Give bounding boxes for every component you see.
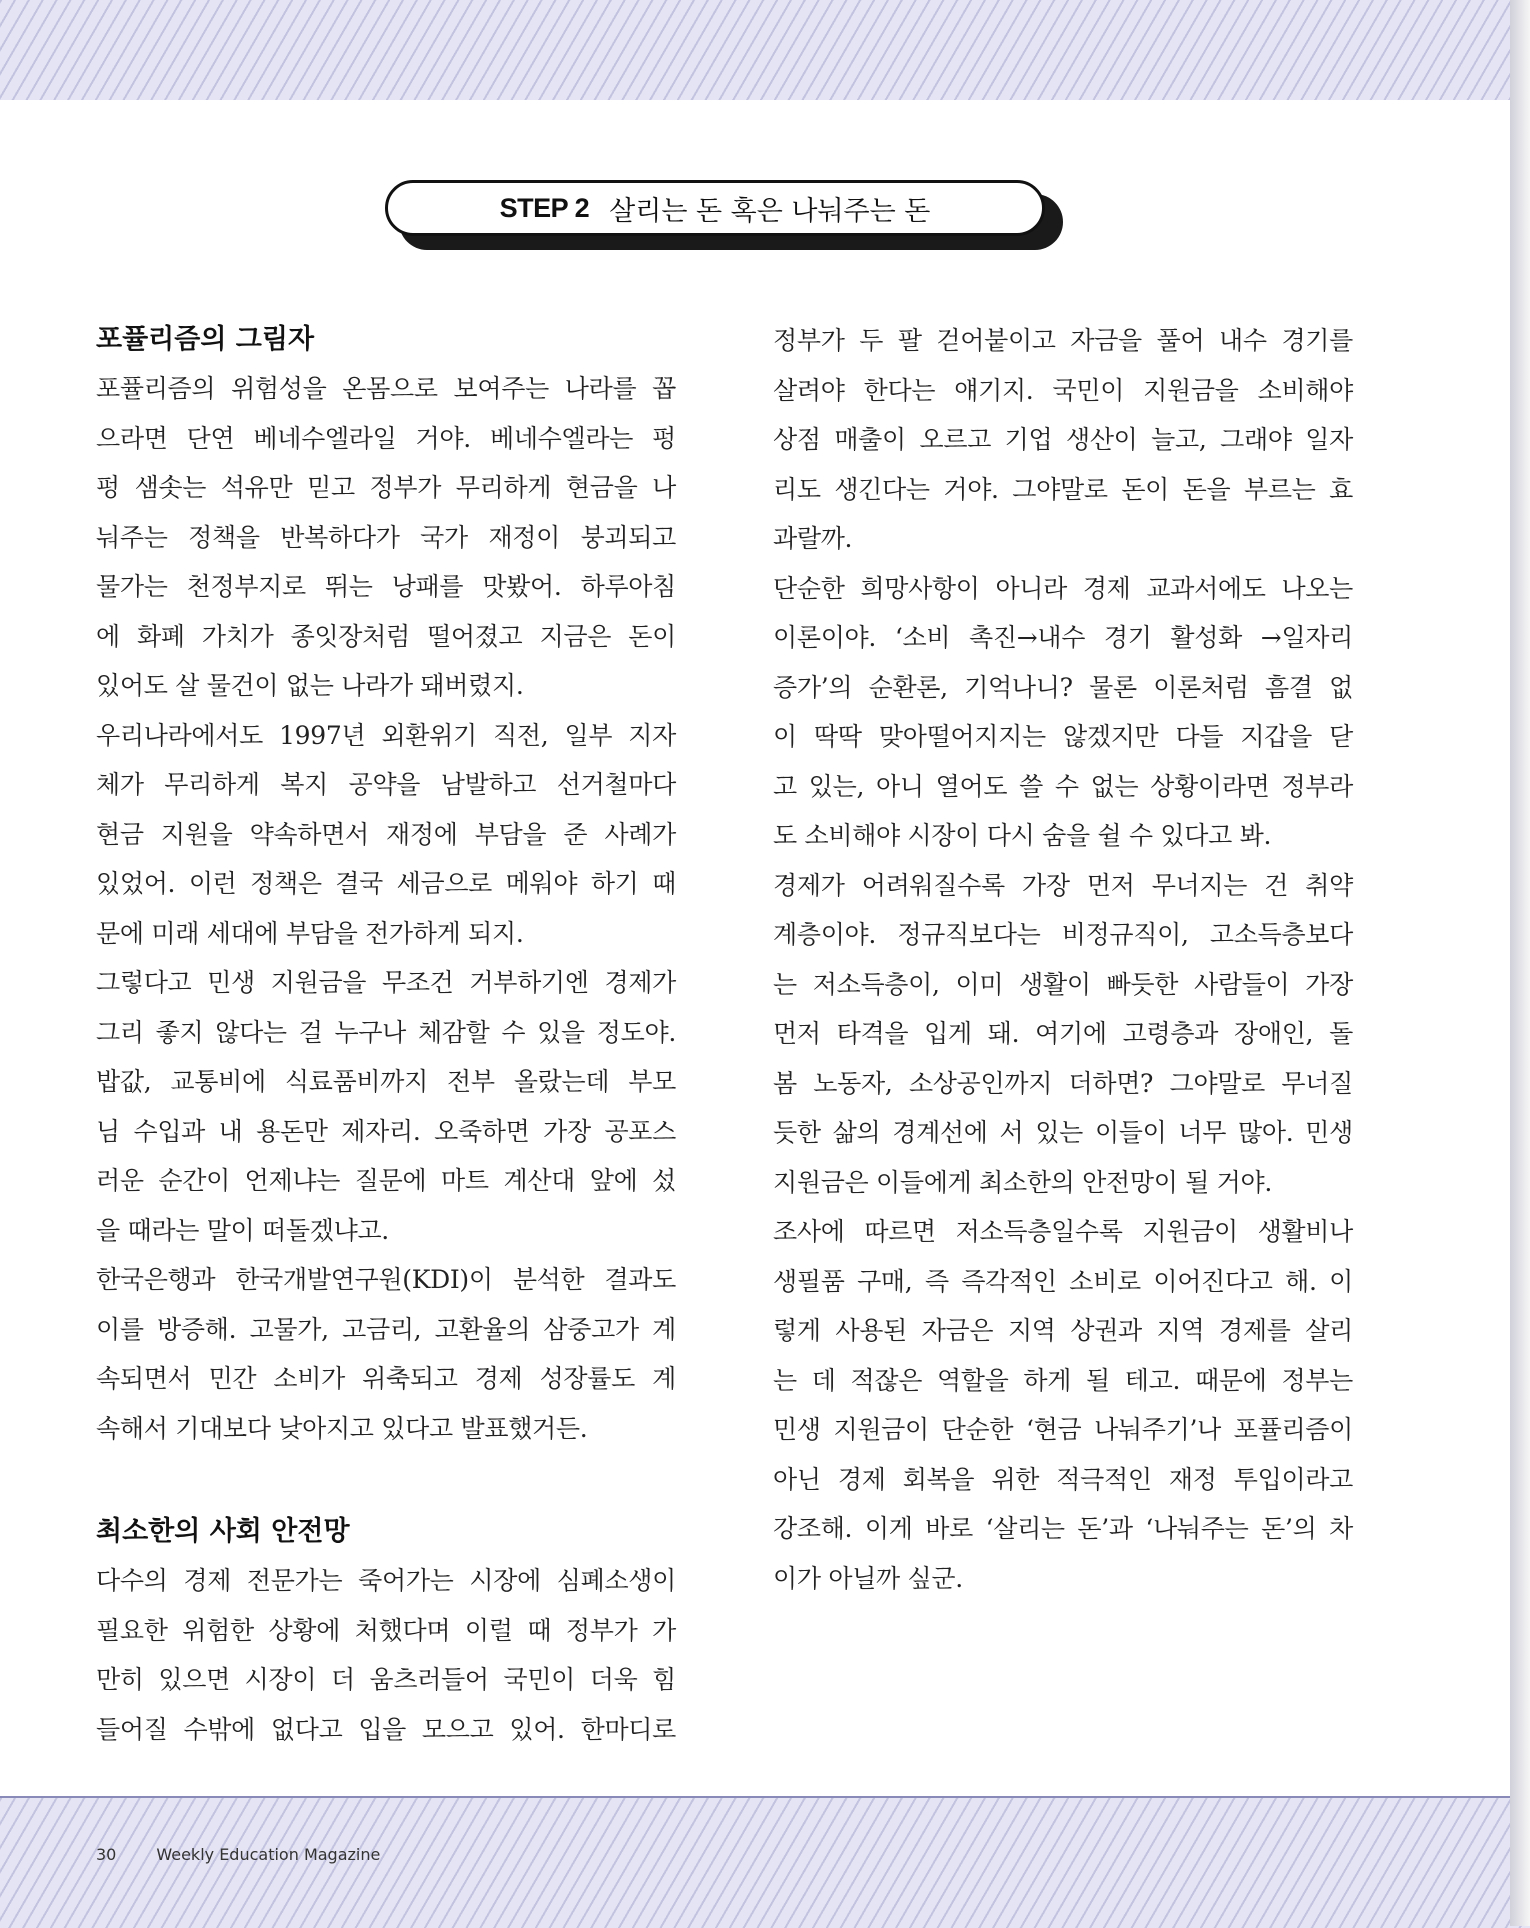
section-gap [96, 1453, 676, 1508]
text-line: 살려야 한다는 얘기지. 국민이 지원금을 소비해야 [773, 375, 1353, 405]
text-line: 만히 있으면 시장이 더 움츠러들어 국민이 더욱 힘 [96, 1665, 676, 1694]
text-line: 물가는 천정부지로 뛰는 낭패를 맛봤어. 하루아침 [96, 572, 676, 601]
text-line: 러운 순간이 언제냐는 질문에 마트 계산대 앞에 섰 [96, 1166, 676, 1195]
text-line: 는 데 적잖은 역할을 하게 될 테고. 때문에 정부는 [773, 1365, 1353, 1395]
text-line: 상점 매출이 오르고 기업 생산이 늘고, 그래야 일자 [773, 425, 1353, 454]
text-line: 한국은행과 한국개발연구원(KDI)이 분석한 결과도 [96, 1265, 676, 1294]
text-line: 증가’의 순환론, 기억나니? 물론 이론처럼 흠결 없 [773, 672, 1353, 702]
text-line: 현금 지원을 약속하면서 재정에 부담을 준 사례가 [96, 819, 676, 849]
text-line: 있었어. 이런 정책은 결국 세금으로 메워야 하기 때 [96, 869, 676, 898]
text-line: 는 저소득층이, 이미 생활이 빠듯한 사람들이 가장 [773, 969, 1353, 999]
text-line: 이를 방증해. 고물가, 고금리, 고환율의 삼중고가 계 [96, 1314, 676, 1344]
section-heading-populism: 포퓰리즘의 그림자 [96, 324, 315, 355]
text-line: 밥값, 교통비에 식료품비까지 전부 올랐는데 부모 [96, 1067, 676, 1096]
text-line: 단순한 희망사항이 아니라 경제 교과서에도 나오는 [773, 573, 1353, 603]
text-line: 속되면서 민간 소비가 위축되고 경제 성장률도 계 [96, 1364, 676, 1393]
text-line: 을 때라는 말이 떠돌겠냐고. [96, 1215, 389, 1245]
text-line: 민생 지원금이 단순한 ‘현금 나눠주기’나 포퓰리즘이 [773, 1415, 1353, 1444]
text-line: 이가 아닐까 싶군. [773, 1563, 963, 1593]
page-number: 30 [96, 1845, 117, 1864]
text-line: 들어질 수밖에 없다고 입을 모으고 있어. 한마디로 [96, 1714, 676, 1744]
text-line: 펑 샘솟는 석유만 믿고 정부가 무리하게 현금을 나 [96, 473, 676, 502]
text-line: 필요한 위험한 상황에 처했다며 이럴 때 정부가 가 [96, 1615, 676, 1645]
text-line: 포퓰리즘의 위험성을 온몸으로 보여주는 나라를 꼽 [96, 374, 676, 403]
text-line: 아닌 경제 회복을 위한 적극적인 재정 투입이라고 [773, 1464, 1353, 1494]
step-banner [385, 180, 1065, 252]
text-line: 리도 생긴다는 거야. 그야말로 돈이 돈을 부르는 효 [773, 474, 1353, 504]
text-line: 봄 노동자, 소상공인까지 더하면? 그야말로 무너질 [773, 1068, 1353, 1098]
text-line: 먼저 타격을 입게 돼. 여기에 고령층과 장애인, 돌 [773, 1019, 1353, 1048]
text-line: 계층이야. 정규직보다는 비정규직이, 고소득층보다 [773, 920, 1353, 949]
page-edge [1510, 0, 1530, 1926]
text-line: 정부가 두 팔 걷어붙이고 자금을 풀어 내수 경기를 [773, 326, 1353, 355]
text-line: 우리나라에서도 1997년 외환위기 직전, 일부 지자 [96, 720, 676, 750]
text-line: 고 있는, 아니 열어도 쓸 수 없는 상황이라면 정부라 [773, 771, 1353, 801]
top-stripe-band [0, 0, 1530, 102]
text-line: 다수의 경제 전문가는 죽어가는 시장에 심폐소생이 [96, 1566, 676, 1595]
magazine-name: Weekly Education Magazine [156, 1845, 381, 1864]
text-line: 생필품 구매, 즉 즉각적인 소비로 이어진다고 해. 이 [773, 1266, 1353, 1296]
text-line: 체가 무리하게 복지 공약을 남발하고 선거철마다 [96, 770, 676, 799]
text-line: 조사에 따르면 저소득층일수록 지원금이 생활비나 [773, 1217, 1353, 1246]
text-line: 속해서 기대보다 낮아지고 있다고 발표했거든. [96, 1413, 588, 1443]
text-line: 님 수입과 내 용돈만 제자리. 오죽하면 가장 공포스 [96, 1116, 676, 1146]
text-line: 이 딱딱 맞아떨어지지는 않겠지만 다들 지갑을 닫 [773, 722, 1353, 751]
text-line: 으라면 단연 베네수엘라일 거야. 베네수엘라는 펑 [96, 423, 676, 453]
text-line: 과랄까. [773, 524, 853, 553]
text-line: 에 화폐 가치가 종잇장처럼 떨어졌고 지금은 돈이 [96, 621, 676, 651]
text-line: 강조해. 이게 바로 ‘살리는 돈’과 ‘나눠주는 돈’의 차 [773, 1514, 1353, 1543]
step-title: 살리는 돈 혹은 나눠주는 돈 [609, 195, 931, 227]
text-line: 듯한 삶의 경계선에 서 있는 이들이 너무 많아. 민생 [773, 1118, 1353, 1147]
text-line: 그리 좋지 않다는 걸 누구나 체감할 수 있을 정도야. [96, 1017, 676, 1047]
populism-paragraphs [96, 364, 676, 1453]
text-line: 있어도 살 물건이 없는 나라가 돼버렸지. [96, 671, 524, 700]
text-line: 도 소비해야 시장이 다시 숨을 쉴 수 있다고 봐. [773, 821, 1272, 850]
text-line: 그렇다고 민생 지원금을 무조건 거부하기엔 경제가 [96, 968, 676, 997]
text-line: 문에 미래 세대에 부담을 전가하게 되지. [96, 918, 524, 948]
text-line: 지원금은 이들에게 최소한의 안전망이 될 거야. [773, 1167, 1273, 1197]
step-label: STEP 2 [499, 192, 590, 223]
text-line: 렇게 사용된 자금은 지역 상권과 지역 경제를 살리 [773, 1316, 1353, 1345]
section-heading-safety-net: 최소한의 사회 안전망 [96, 1516, 350, 1547]
text-line: 눠주는 정책을 반복하다가 국가 재정이 붕괴되고 [96, 522, 676, 552]
left-column [96, 316, 676, 1754]
step-banner-pill [385, 180, 1045, 236]
page-footer [96, 1845, 380, 1864]
right-column [773, 316, 1353, 1603]
text-line: 이론이야. ‘소비 촉진→내수 경기 활성화 →일자리 [773, 623, 1353, 652]
text-line: 경제가 어려워질수록 가장 먼저 무너지는 건 취약 [773, 870, 1353, 900]
safety-net-paragraphs [96, 1556, 676, 1754]
